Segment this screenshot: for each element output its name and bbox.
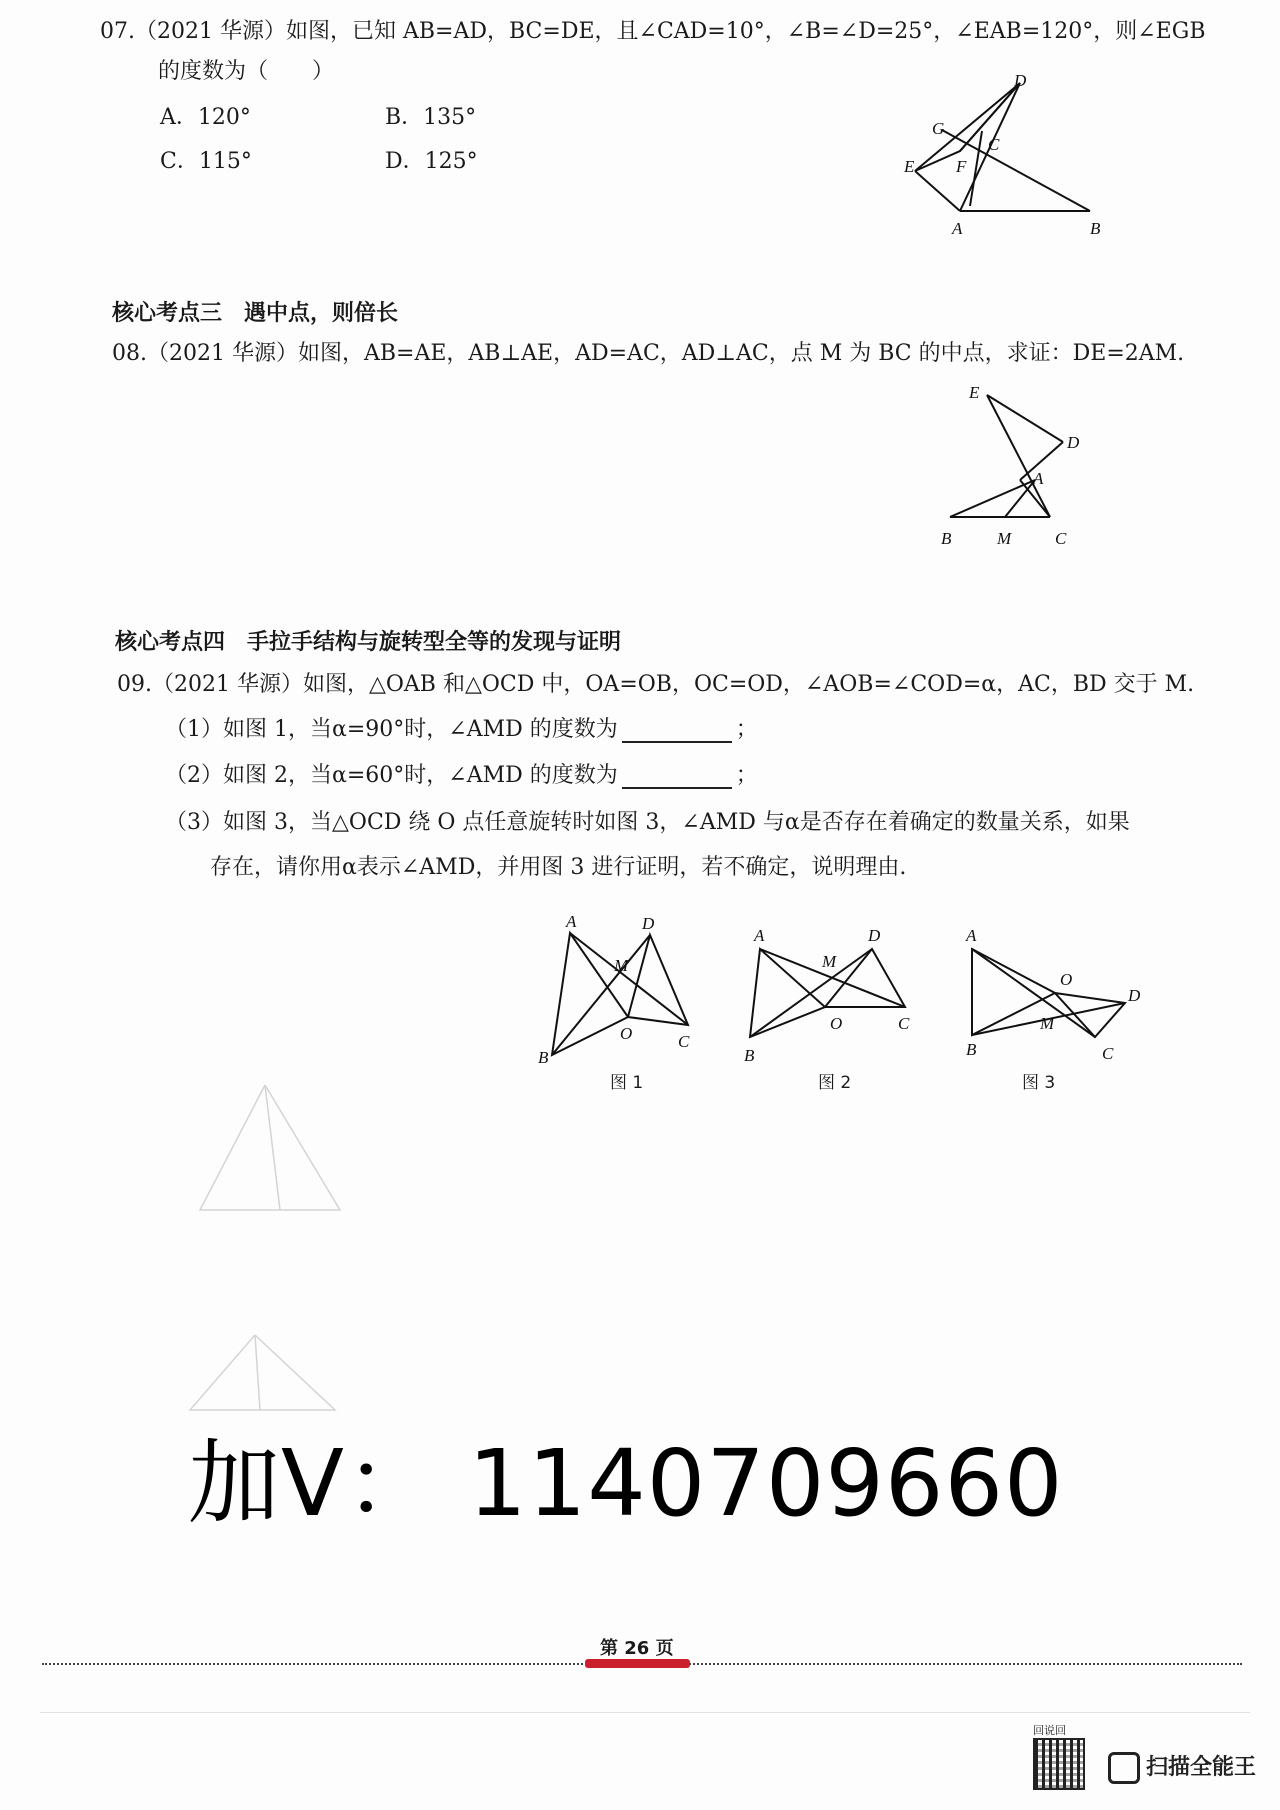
q09-part1-text: （1）如图 1，当α=90°时，∠AMD 的度数为: [165, 717, 618, 742]
q07-triangle-ADE: [915, 83, 1020, 171]
q09-stem: 09.（2021 华源）如图，△OAB 和△OCD 中，OA=OB，OC=OD，∠AOB=∠COD=α，AC，BD 交于 M.: [117, 672, 1195, 697]
q08-stem: 08.（2021 华源）如图，AB=AE，AB⊥AE，AD=AC，AD⊥AC，点 M 为 BC 的中点，求证：DE=2AM.: [112, 341, 1185, 366]
page-marker-bar: [585, 1659, 690, 1668]
bleed-through-sketch: [170, 1080, 350, 1420]
q07-label-B: B: [1090, 219, 1101, 238]
contact-watermark: 加V： 1140709660: [188, 1430, 1064, 1537]
q08-label-C: C: [1055, 529, 1067, 548]
fig2-label-A: A: [754, 926, 765, 945]
q08-label-A: A: [1033, 469, 1044, 488]
fig2-label-O: O: [830, 1014, 843, 1033]
q08-label-D: D: [1067, 433, 1080, 452]
fig2-caption: 图 2: [818, 1073, 852, 1093]
fig3-label-B: B: [966, 1040, 977, 1059]
fig1-label-A: A: [566, 912, 577, 931]
q07-option-c: C．115°: [160, 149, 252, 174]
fig1-label-C: C: [678, 1032, 690, 1051]
scanner-brand-name: 扫描全能王: [1146, 1755, 1257, 1780]
fig3-label-O: O: [1060, 970, 1073, 989]
scanner-brand-logo: [1108, 1750, 1256, 1784]
q07-label-C: C: [988, 135, 1000, 154]
page-number: 第 26 页: [600, 1638, 674, 1659]
q07-stem-line1: 07.（2021 华源）如图，已知 AB=AD，BC=DE，且∠CAD=10°，∠B=∠D=25°，∠EAB=120°，则∠EGB: [100, 19, 1206, 44]
qr-code-text: 回说回: [1033, 1724, 1066, 1737]
q08-label-E: E: [969, 383, 980, 402]
q09-part2-suffix: ；: [735, 763, 758, 788]
fig2-label-M: M: [822, 952, 837, 971]
footer-rule: [40, 1712, 1250, 1713]
q08-label-B: B: [941, 529, 952, 548]
q07-label-F: F: [956, 157, 967, 176]
q09-part3-line1: （3）如图 3，当△OCD 绕 O 点任意旋转时如图 3，∠AMD 与α是否存在着确定的数量关系，如果: [165, 810, 1130, 835]
q07-label-A: A: [952, 219, 963, 238]
q09-part3-line2: 存在，请你用α表示∠AMD，并用图 3 进行证明，若不确定，说明理由.: [210, 855, 907, 880]
q09-figure-1: [530, 905, 700, 1065]
q07-figure: [890, 66, 1120, 246]
q09-part1: [165, 712, 758, 743]
q09-part2-answer-blank[interactable]: [622, 765, 732, 789]
fig1-label-O: O: [620, 1024, 633, 1043]
qr-code-icon: [1033, 1738, 1085, 1790]
fig3-label-M: M: [1040, 1014, 1055, 1033]
q07-label-G: G: [932, 119, 945, 138]
fig3-label-D: D: [1128, 986, 1141, 1005]
q07-label-E: E: [904, 157, 915, 176]
q09-part2: [165, 758, 758, 789]
fig1-caption: 图 1: [610, 1073, 644, 1093]
q07-stem-line2: 的度数为（ ）: [158, 59, 335, 84]
fig2-label-D: D: [868, 926, 881, 945]
q09-figure-3: [950, 915, 1160, 1065]
fig1-label-M: M: [614, 956, 629, 975]
fig3-label-C: C: [1102, 1044, 1114, 1063]
q07-label-D: D: [1014, 71, 1027, 90]
fig3-caption: 图 3: [1022, 1073, 1056, 1093]
q07-option-a: A．120°: [160, 105, 251, 130]
fig2-label-B: B: [744, 1046, 755, 1065]
q08-label-M: M: [997, 529, 1012, 548]
fig1-label-B: B: [538, 1048, 549, 1065]
q09-part1-suffix: ；: [735, 717, 758, 742]
fig2-label-C: C: [898, 1014, 910, 1033]
q09-part2-text: （2）如图 2，当α=60°时，∠AMD 的度数为: [165, 763, 618, 788]
fig3-label-A: A: [966, 926, 977, 945]
q07-option-b: B．135°: [385, 105, 477, 130]
q09-figure-2: [730, 915, 925, 1065]
section3-title: 核心考点三 遇中点，则倍长: [112, 301, 399, 326]
q07-option-d: D．125°: [385, 149, 478, 174]
q08-figure: [925, 380, 1095, 555]
section4-title: 核心考点四 手拉手结构与旋转型全等的发现与证明: [115, 630, 622, 655]
scanner-app-icon: [1108, 1752, 1140, 1784]
fig1-label-D: D: [642, 914, 655, 933]
q09-part1-answer-blank[interactable]: [622, 719, 732, 743]
